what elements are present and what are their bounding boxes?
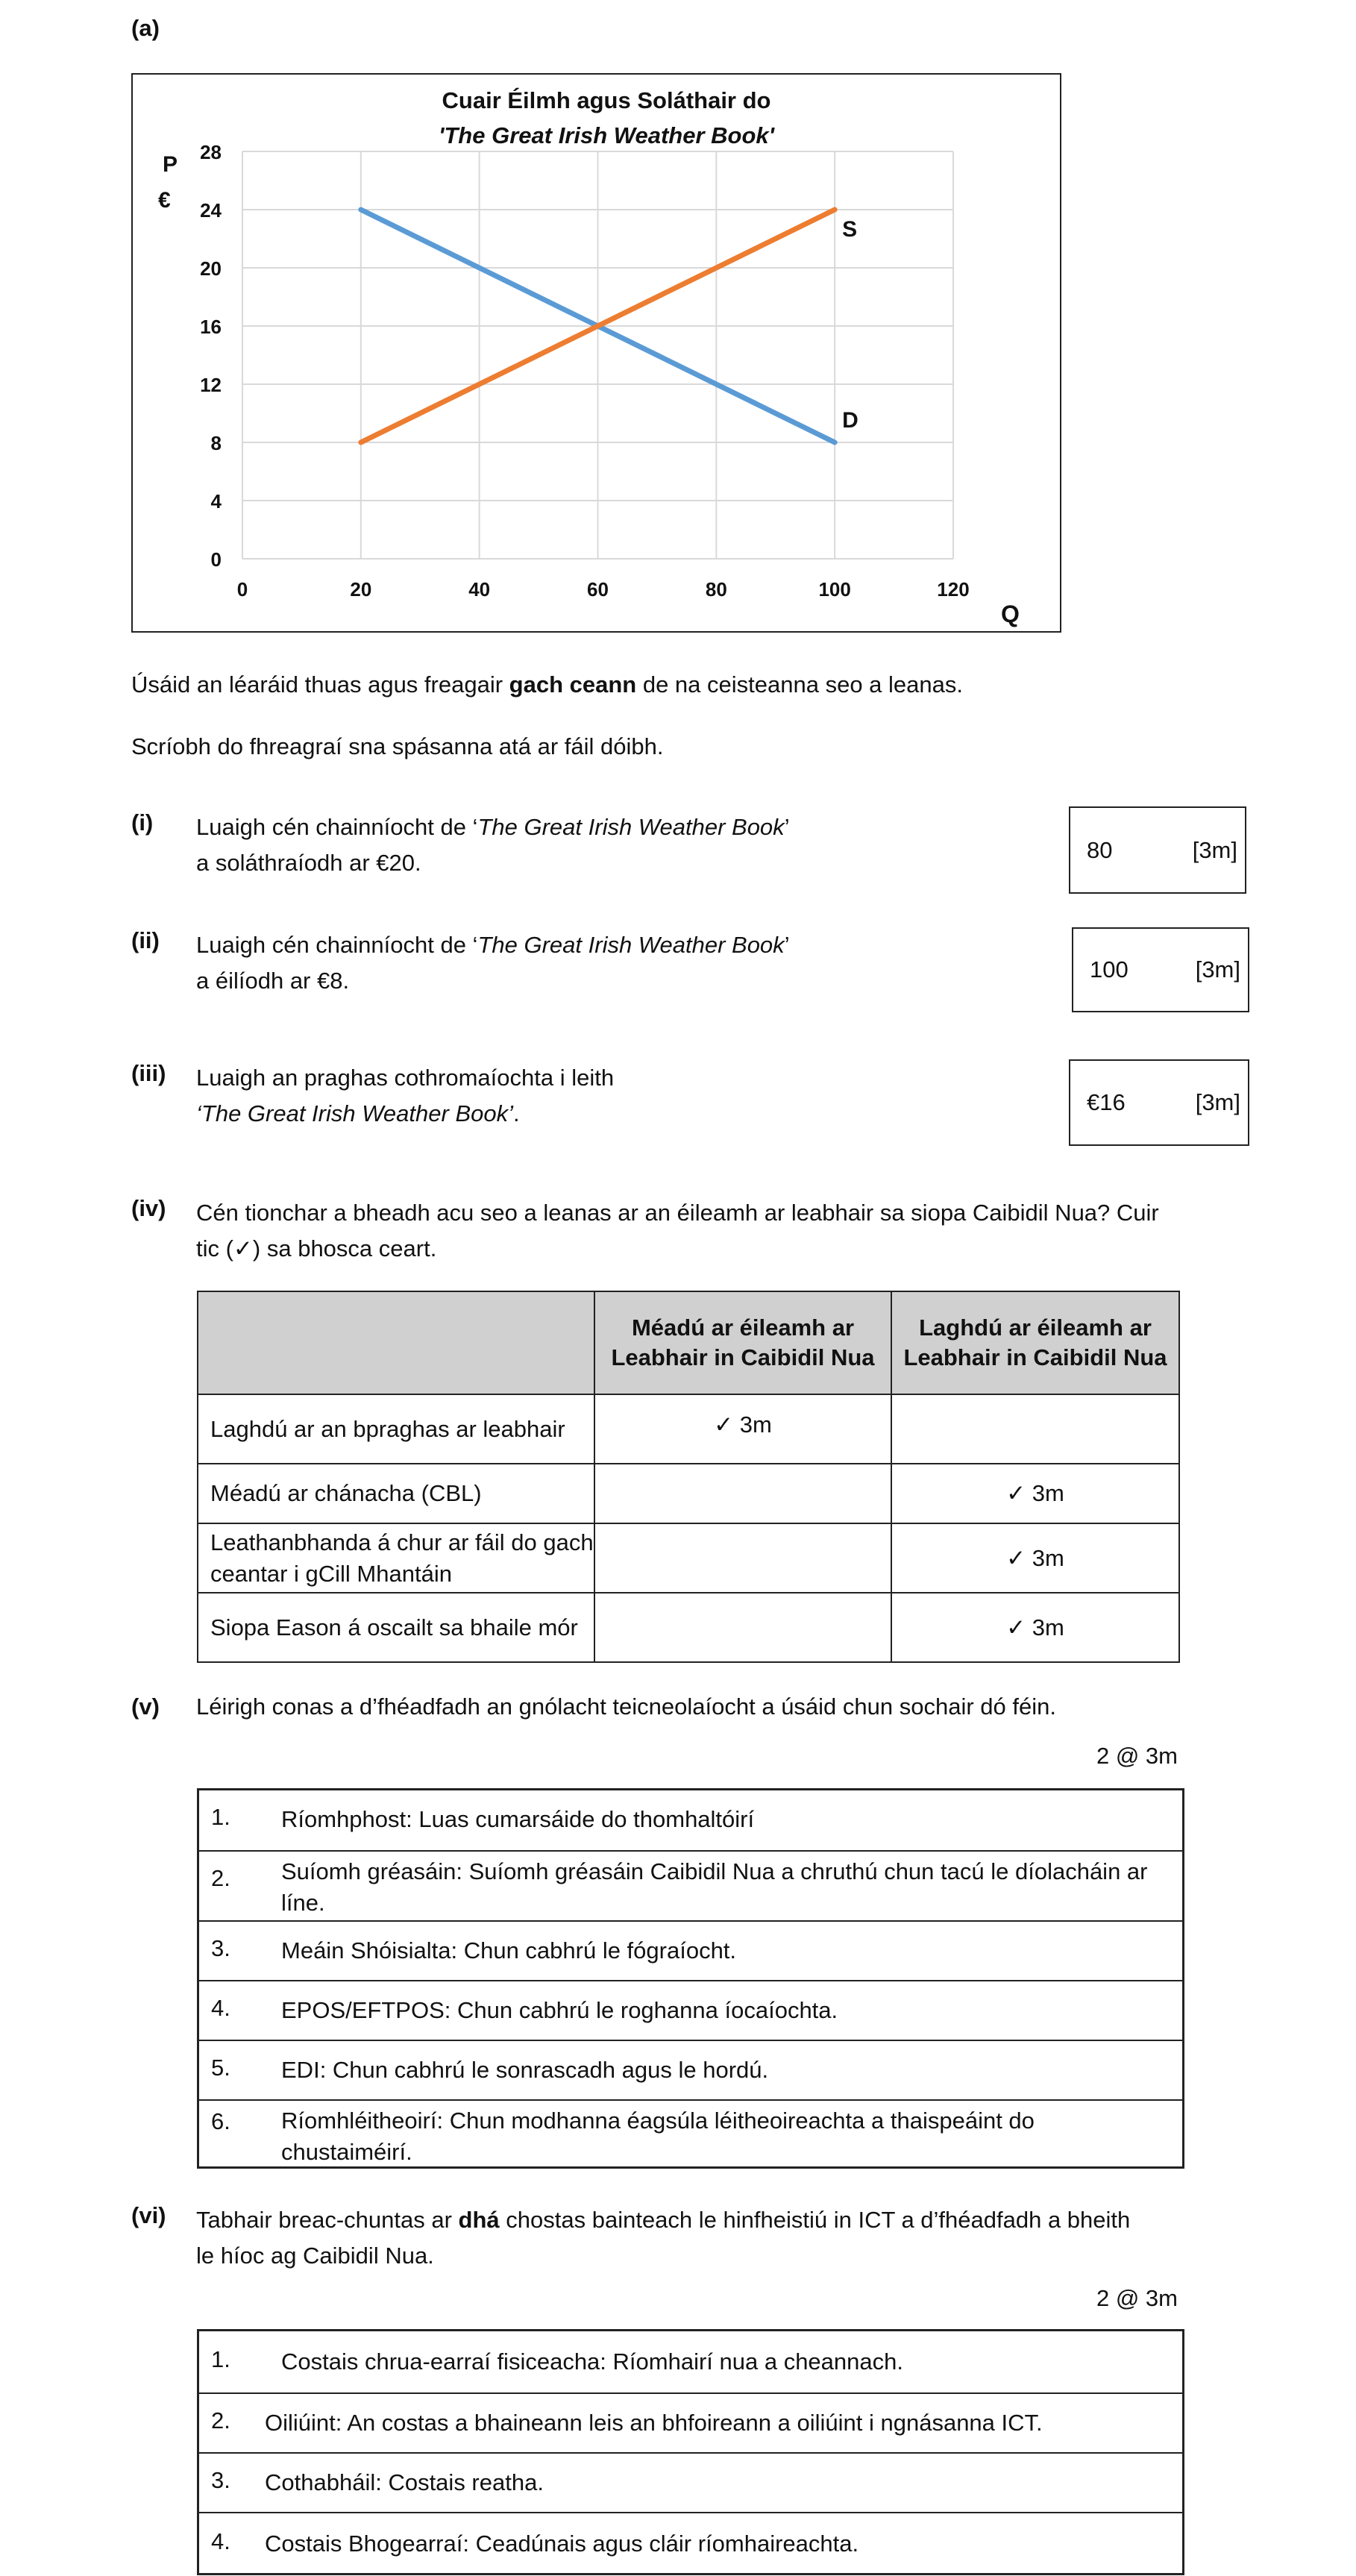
y-tick-label: 28 — [200, 141, 222, 163]
question-iii-text-b: . — [513, 1100, 520, 1126]
y-tick-label: 20 — [200, 257, 222, 280]
table-cell-decrease[interactable]: ✓ 3m — [891, 1464, 1179, 1523]
intro-text: Úsáid an léaráid thuas agus freagair — [131, 671, 509, 698]
question-iii-book-title: ‘The Great Irish Weather Book’ — [196, 1100, 513, 1126]
question-iii-answer-box[interactable] — [1069, 1059, 1249, 1146]
question-ii-text-c: a éilíodh ar €8. — [196, 968, 350, 994]
x-tick-label: 100 — [818, 578, 851, 601]
list-item — [199, 1790, 1182, 1850]
list-item-desc: : Chun cabhrú le roghanna íocaíochta. — [444, 1997, 838, 2023]
series-label-d: D — [842, 408, 859, 433]
list-item — [199, 2331, 1182, 2392]
y-tick-label: 0 — [210, 548, 222, 571]
question-ii-text — [196, 927, 790, 999]
question-iii-text-a: Luaigh an praghas cothromaíochta i leith — [196, 1065, 615, 1091]
question-i-book-title: The Great Irish Weather Book — [477, 814, 785, 840]
intro-instruction — [131, 671, 963, 698]
intro-text-end: de na ceisteanna seo a leanas. — [636, 671, 963, 698]
list-item-desc: : Costais reatha. — [375, 2469, 544, 2495]
x-tick-label: 20 — [350, 578, 372, 601]
y-tick-label: 16 — [200, 316, 222, 338]
list-item — [199, 2512, 1182, 2576]
question-ii-text-b: ’ — [784, 932, 790, 958]
list-item-number: 1. — [211, 2346, 230, 2372]
list-item-term: Costais Bhogearraí — [265, 2530, 463, 2557]
series-label-s: S — [842, 217, 858, 242]
question-vi-bold: dhá — [458, 2207, 500, 2233]
question-v-marks: 2 @ 3m — [1096, 1743, 1178, 1769]
intro-write-answers: Scríobh do fhreagraí sna spásanna atá ar fáil dóibh. — [131, 733, 664, 759]
y-tick-label: 24 — [200, 199, 222, 222]
question-vi-text — [196, 2202, 1130, 2274]
table-header-blank — [198, 1291, 594, 1394]
question-i-text-a: Luaigh cén chainníocht de ‘ — [196, 814, 478, 840]
question-vi-answer-list — [197, 2329, 1184, 2575]
list-item-term: Ríomhphost — [281, 1806, 407, 1832]
table-cell-increase[interactable] — [594, 1593, 891, 1662]
question-i-text-c: a soláthraíodh ar €20. — [196, 850, 421, 876]
table-header-row — [198, 1291, 1179, 1394]
list-item-desc: : Luas cumarsáide do thomhaltóirí — [406, 1806, 755, 1832]
list-item-desc: : Chun modhanna éagsúla léitheoireachta a thaispeáint do chustaiméirí. — [281, 2108, 1035, 2165]
part-label: (a) — [131, 15, 160, 41]
list-item — [199, 2392, 1182, 2452]
list-item-number: 4. — [211, 2528, 230, 2554]
list-item-term: Cothabháil — [265, 2469, 376, 2495]
table-row — [198, 1464, 1179, 1523]
list-item-text — [281, 2346, 1167, 2378]
list-item-desc: : Suíomh gréasáin Caibidil Nua a chruthú chun tacú le díolacháin ar líne. — [281, 1858, 1148, 1916]
x-tick-label: 0 — [236, 578, 248, 601]
list-item-number: 5. — [211, 2055, 230, 2081]
question-vi-text-a: Tabhair breac-chuntas ar — [196, 2207, 459, 2233]
list-item-number: 2. — [211, 2407, 230, 2434]
x-tick-label: 120 — [937, 578, 970, 601]
intro-bold: gach ceann — [509, 671, 637, 698]
list-item-number: 1. — [211, 1804, 230, 1830]
table-row-label: Méadú ar chánacha (CBL) — [198, 1464, 594, 1523]
question-v-label: (v) — [131, 1693, 160, 1720]
list-item-text — [281, 1804, 1167, 1835]
table-cell-decrease[interactable]: ✓ 3m — [891, 1593, 1179, 1662]
list-item-term: Costais chrua-earraí fisiceacha — [281, 2348, 600, 2375]
x-tick-label: 60 — [587, 578, 609, 601]
chart-title-line1: Cuair Éilmh agus Soláthair do — [442, 87, 771, 113]
list-item-text — [281, 2055, 1167, 2086]
list-item-term: Oiliúint — [265, 2410, 336, 2436]
y-tick-label: 12 — [200, 374, 222, 396]
question-iv-text-a: Cén tionchar a bheadh acu seo a leanas ar an éileamh ar leabhair sa siopa Caibidil Nua? Cuir — [196, 1200, 1159, 1226]
list-item-desc: : Ríomhairí nua a cheannach. — [600, 2348, 903, 2375]
y-tick-label: 8 — [210, 432, 222, 454]
list-item-text — [281, 1995, 1167, 2026]
question-iii-label: (iii) — [131, 1060, 166, 1086]
table-row — [198, 1593, 1179, 1662]
y-tick-label: 4 — [210, 490, 222, 513]
table-cell-increase[interactable] — [594, 1523, 891, 1593]
supply-demand-chart — [131, 73, 1061, 633]
question-iii-marks: [3m] — [1195, 1089, 1240, 1115]
list-item-text — [281, 2105, 1167, 2168]
list-item-desc: : Chun cabhrú le fógraíocht. — [451, 1937, 737, 1964]
list-item — [199, 2040, 1182, 2099]
list-item-term: Meáin Shóisialta — [281, 1937, 451, 1964]
list-item-text — [281, 1856, 1167, 1919]
chart-title-line2: 'The Great Irish Weather Book' — [439, 122, 774, 148]
table-header-increase: Méadú ar éileamh ar Leabhair in Caibidil Nua — [594, 1291, 891, 1394]
question-ii-answer-box[interactable] — [1072, 927, 1249, 1012]
question-i-text-b: ’ — [784, 814, 790, 840]
list-item-text — [265, 2407, 1167, 2439]
question-v-answer-list — [197, 1788, 1184, 2169]
question-vi-marks: 2 @ 3m — [1096, 2285, 1178, 2311]
list-item-number: 3. — [211, 2467, 230, 2493]
x-axis-label-q: Q — [1001, 601, 1020, 627]
table-cell-increase[interactable] — [594, 1464, 891, 1523]
list-item — [199, 1980, 1182, 2040]
list-item-number: 6. — [211, 2108, 230, 2134]
list-item-term: Suíomh gréasáin — [281, 1858, 456, 1884]
table-cell-decrease[interactable]: ✓ 3m — [891, 1523, 1179, 1593]
list-item-desc: : An costas a bhaineann leis an bhfoireann a oiliúint i ngnásanna ICT. — [335, 2410, 1043, 2436]
question-iv-text — [196, 1195, 1159, 1267]
x-tick-label: 40 — [468, 578, 491, 601]
list-item-term: EPOS/EFTPOS — [281, 1997, 445, 2023]
list-item-term: Ríomhléitheoirí — [281, 2108, 437, 2134]
list-item-text — [281, 1935, 1167, 1967]
question-vi-label: (vi) — [131, 2202, 166, 2228]
question-v-text: Léirigh conas a d’fhéadfadh an gnólacht teicneolaíocht a úsáid chun sochair dó féin. — [196, 1693, 1056, 1720]
question-i-answer-box[interactable] — [1069, 806, 1246, 894]
table-row-label: Leathanbhanda á chur ar fáil do gach ceantar i gCill Mhantáin — [198, 1523, 594, 1593]
question-vi-text-b: chostas bainteach le hinfheistiú in ICT a d’fhéadfadh a bheith — [499, 2207, 1131, 2233]
question-vi-text-c: le híoc ag Caibidil Nua. — [196, 2243, 434, 2269]
list-item-number: 2. — [211, 1865, 230, 1891]
demand-effects-table — [197, 1291, 1180, 1663]
y-axis-label-euro: € — [158, 188, 171, 213]
question-iii-text — [196, 1060, 614, 1132]
y-axis-label-p: P — [163, 152, 178, 177]
table-row-label: Siopa Eason á oscailt sa bhaile mór — [198, 1593, 594, 1662]
question-ii-label: (ii) — [131, 927, 160, 953]
table-row — [198, 1523, 1179, 1593]
question-iv-label: (iv) — [131, 1195, 166, 1221]
x-tick-label: 80 — [705, 578, 727, 601]
chart-svg — [133, 75, 1060, 631]
list-item-number: 4. — [211, 1995, 230, 2021]
question-ii-text-a: Luaigh cén chainníocht de ‘ — [196, 932, 478, 958]
question-ii-answer: 100 — [1090, 956, 1129, 983]
list-item — [199, 2452, 1182, 2512]
list-item-number: 3. — [211, 1935, 230, 1961]
question-iv-text-b: tic (✓) sa bhosca ceart. — [196, 1235, 437, 1262]
table-cell-increase[interactable]: ✓ 3m — [594, 1394, 891, 1464]
question-i-marks: [3m] — [1192, 836, 1237, 863]
list-item-term: EDI — [281, 2057, 320, 2083]
table-row — [198, 1394, 1179, 1464]
list-item-text — [265, 2467, 1167, 2498]
list-item — [199, 2099, 1182, 2169]
question-ii-marks: [3m] — [1195, 956, 1240, 983]
question-iii-answer: €16 — [1087, 1089, 1126, 1115]
question-ii-book-title: The Great Irish Weather Book — [477, 932, 785, 958]
list-item — [199, 1850, 1182, 1920]
table-header-decrease: Laghdú ar éileamh ar Leabhair in Caibidil Nua — [891, 1291, 1179, 1394]
table-row-label: Laghdú ar an bpraghas ar leabhair — [198, 1394, 594, 1464]
table-cell-decrease[interactable] — [891, 1394, 1179, 1464]
list-item-desc: : Ceadúnais agus cláir ríomhaireachta. — [462, 2530, 859, 2557]
list-item — [199, 1920, 1182, 1980]
question-i-label: (i) — [131, 809, 154, 836]
list-item-text — [265, 2528, 1167, 2560]
list-item-desc: : Chun cabhrú le sonrascadh agus le hordú. — [319, 2057, 769, 2083]
question-i-text — [196, 809, 790, 881]
question-i-answer: 80 — [1087, 836, 1113, 863]
